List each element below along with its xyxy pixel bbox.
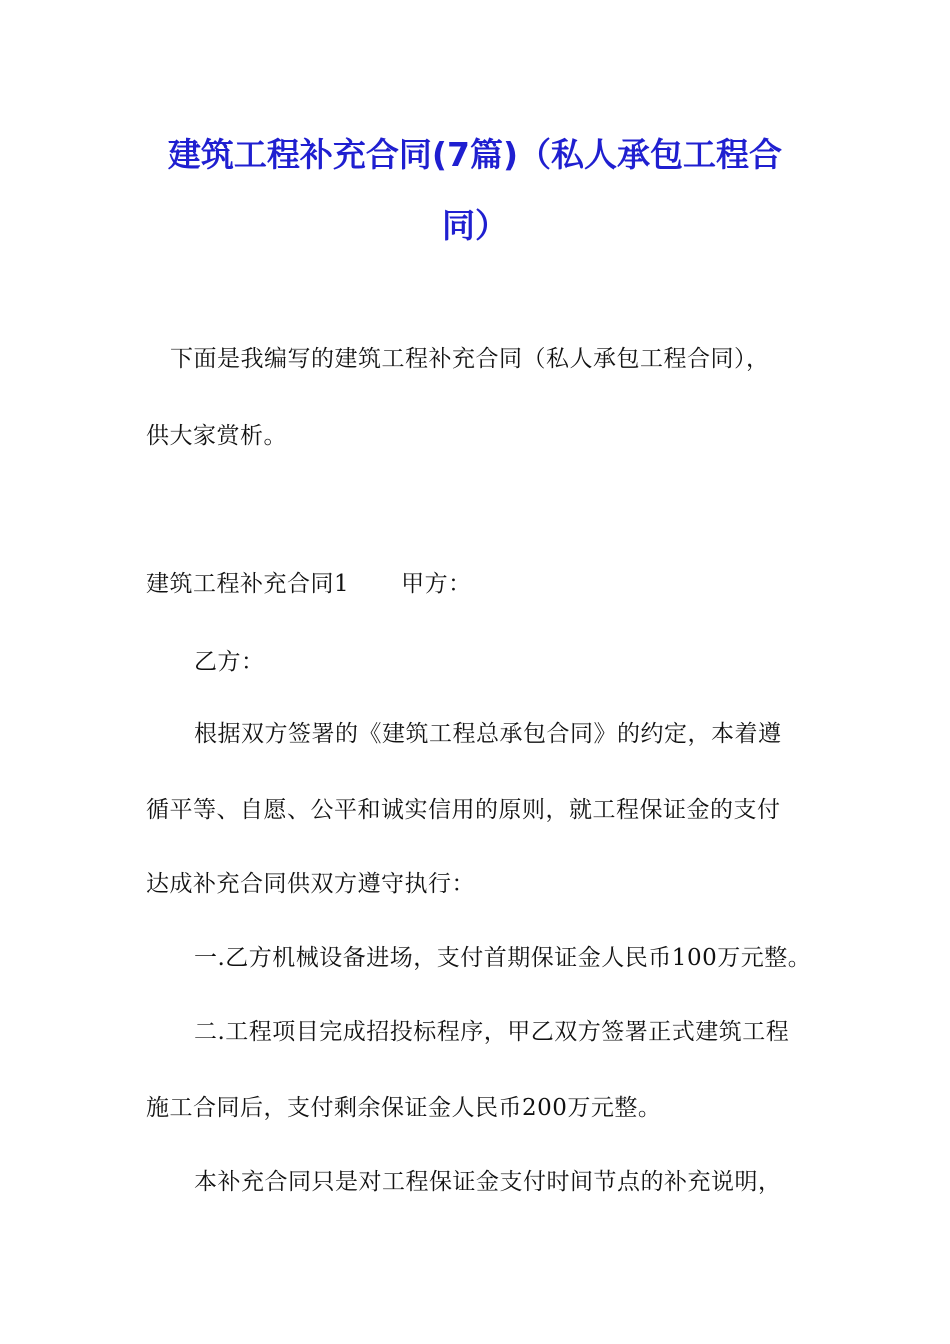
intro-line-2: 供大家赏析。 — [146, 423, 287, 449]
paragraph-1-line-2: 循平等、自愿、公平和诚实信用的原则，就工程保证金的支付 — [146, 797, 781, 823]
document-title-line-2: 同） — [442, 206, 508, 245]
clause-2-line-1: 二.工程项目完成招投标程序，甲乙双方签署正式建筑工程 — [194, 1019, 790, 1045]
section-heading: 建筑工程补充合同1 — [146, 571, 350, 597]
paragraph-1-line-3: 达成补充合同供双方遵守执行： — [146, 871, 475, 897]
paragraph-1-line-1: 根据双方签署的《建筑工程总承包合同》的约定，本着遵 — [194, 721, 782, 747]
section-heading-row — [146, 568, 472, 600]
party-a-label: 甲方： — [401, 571, 472, 597]
party-b-label: 乙方： — [194, 649, 265, 675]
intro-line-1: 下面是我编写的建筑工程补充合同（私人承包工程合同）， — [170, 346, 770, 372]
paragraph-2-line-1: 本补充合同只是对工程保证金支付时间节点的补充说明， — [194, 1169, 782, 1195]
clause-1: 一.乙方机械设备进场，支付首期保证金人民币100万元整。 — [194, 945, 812, 971]
document-title-line-1: 建筑工程补充合同(7篇)（私人承包工程合 — [167, 135, 783, 174]
clause-2-line-2: 施工合同后，支付剩余保证金人民币200万元整。 — [146, 1095, 662, 1121]
